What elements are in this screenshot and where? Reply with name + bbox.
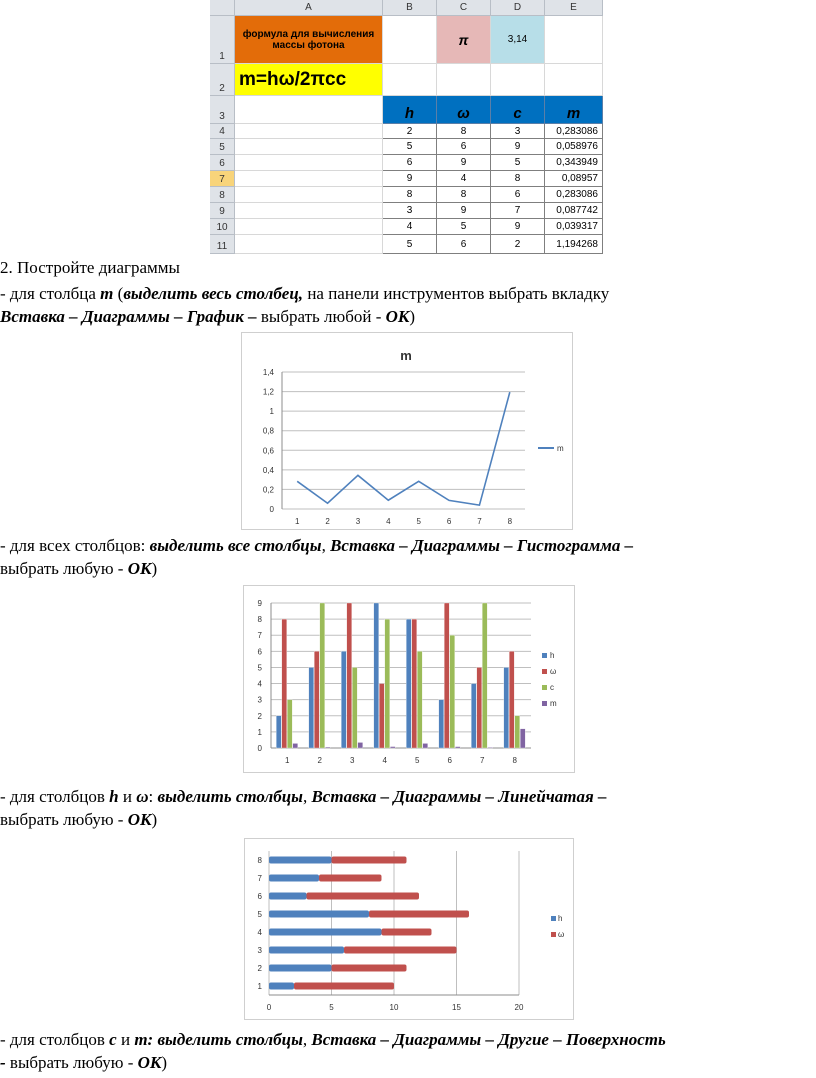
text-span: ) — [409, 307, 416, 326]
table-cell[interactable]: 9 — [383, 171, 437, 187]
table-cell[interactable]: 3 — [491, 124, 545, 139]
table-cell[interactable]: 4 — [383, 219, 437, 235]
text-span: m — [100, 284, 114, 303]
text-span: , — [302, 787, 312, 806]
text-span: - для столбца — [0, 284, 101, 303]
text-span: выбрать любой - — [256, 307, 386, 326]
bar-ω-6 — [444, 603, 449, 748]
x-tick-label: 3 — [350, 756, 355, 765]
paragraph-bar-chart-2 — [0, 809, 816, 831]
x-tick-label: 3 — [355, 517, 361, 526]
paragraph-histogram-2 — [0, 558, 816, 580]
text-span: Вставка – Диаграммы – Линейчатая – — [311, 787, 607, 806]
cell[interactable] — [235, 219, 383, 235]
bar-h-5 — [406, 619, 411, 748]
y-tick-label: 1 — [269, 407, 274, 417]
row-header-3[interactable]: 3 — [210, 96, 235, 124]
y-tick-label: 1 — [257, 727, 262, 737]
bar-h-1 — [269, 983, 294, 990]
text-span: ( — [113, 284, 124, 303]
pi-label-cell[interactable]: π — [437, 16, 491, 64]
bar-h-8 — [269, 857, 332, 864]
x-tick-label: 15 — [452, 1003, 461, 1012]
legend-label-h: h — [558, 914, 563, 923]
cell[interactable] — [437, 64, 491, 96]
y-tick-label: 7 — [257, 874, 262, 883]
y-tick-label: 3 — [257, 695, 262, 705]
paragraph-bar-chart-1 — [0, 786, 816, 808]
table-header-2[interactable]: ω — [437, 96, 491, 124]
row-header-1[interactable]: 1 — [210, 16, 235, 64]
text-span: ОК — [127, 810, 152, 829]
text-span: выбрать любую - — [0, 559, 128, 578]
y-tick-label: 8 — [257, 615, 262, 625]
bar-h-3 — [269, 947, 344, 954]
bar-c-8 — [515, 716, 520, 748]
bar-h-3 — [341, 651, 346, 748]
table-cell[interactable]: 0,087742 — [545, 203, 603, 219]
text-span: выделить весь столбец, — [123, 284, 304, 303]
bar-m-5 — [423, 743, 428, 748]
title-line-2: массы фотона — [272, 39, 345, 51]
bar-m-7 — [488, 747, 493, 748]
cell[interactable] — [235, 124, 383, 139]
legend-label-m: m — [557, 444, 564, 453]
table-cell[interactable]: 0,058976 — [545, 139, 603, 155]
bar-m-4 — [390, 747, 395, 748]
y-tick-label: 6 — [257, 892, 262, 901]
row-header-4[interactable]: 4 — [210, 124, 235, 139]
legend-label-ω: ω — [558, 930, 565, 939]
x-tick-label: 2 — [317, 756, 322, 765]
paragraph-line-chart-2 — [0, 306, 816, 328]
table-cell[interactable]: 9 — [437, 203, 491, 219]
column-header-b[interactable]: B — [383, 0, 437, 16]
cell[interactable] — [545, 16, 603, 64]
text-span: ω — [136, 787, 149, 806]
table-cell[interactable]: 7 — [491, 203, 545, 219]
x-tick-label: 8 — [512, 756, 517, 765]
x-tick-label: 5 — [415, 756, 420, 765]
x-tick-label: 8 — [507, 517, 513, 526]
text-span: выбрать любую - — [0, 810, 128, 829]
text-span: , — [321, 536, 331, 555]
text-span: ) — [151, 810, 158, 829]
row-header-9[interactable]: 9 — [210, 203, 235, 219]
bar-c-3 — [352, 667, 357, 748]
bar-h-7 — [269, 875, 319, 882]
table-cell[interactable]: 5 — [383, 235, 437, 254]
bar-ω-8 — [332, 857, 407, 864]
line-chart — [242, 333, 572, 529]
x-tick-label: 1 — [285, 756, 290, 765]
table-cell[interactable]: 8 — [437, 124, 491, 139]
text-span: т: выделить столбцы — [134, 1030, 303, 1049]
bar-m-6 — [455, 747, 460, 748]
y-tick-label: 6 — [257, 647, 262, 657]
table-cell[interactable]: 5 — [383, 139, 437, 155]
cell[interactable] — [383, 64, 437, 96]
column-header-d[interactable]: D — [491, 0, 545, 16]
x-tick-label: 0 — [266, 1003, 272, 1012]
legend-swatch-h — [551, 916, 556, 921]
y-tick-label: 3 — [257, 946, 262, 955]
legend-label-ω: ω — [550, 667, 557, 676]
bar-h-7 — [471, 684, 476, 748]
x-tick-label: 7 — [480, 756, 485, 765]
horizontal-bar-chart-frame — [244, 838, 574, 1020]
cell[interactable] — [235, 139, 383, 155]
line-chart-frame — [241, 332, 573, 530]
x-tick-label: 1 — [294, 517, 300, 526]
x-tick-label: 5 — [416, 517, 421, 526]
bar-h-6 — [439, 700, 444, 748]
bar-m-8 — [520, 729, 525, 748]
bar-c-4 — [385, 619, 390, 748]
bar-h-6 — [269, 893, 307, 900]
text-span: , — [302, 1030, 312, 1049]
select-all-corner[interactable] — [210, 0, 235, 16]
table-cell[interactable]: 2 — [383, 124, 437, 139]
y-tick-label: 9 — [257, 599, 262, 608]
legend-label-h: h — [550, 651, 555, 660]
chart-title: m — [400, 348, 412, 363]
step-2-heading: 2. Постройте диаграммы — [0, 258, 180, 277]
y-tick-label: 0,6 — [262, 446, 274, 456]
bar-ω-3 — [347, 603, 352, 748]
paragraph-line-chart-1 — [0, 283, 816, 305]
spreadsheet — [210, 0, 603, 254]
pi-value-cell[interactable]: 3,14 — [491, 16, 545, 64]
x-tick-label: 10 — [389, 1003, 399, 1012]
bar-ω-8 — [509, 651, 514, 748]
bar-ω-2 — [332, 965, 407, 972]
column-header-c[interactable]: C — [437, 0, 491, 16]
table-header-4[interactable]: m — [545, 96, 603, 124]
column-header-e[interactable]: E — [545, 0, 603, 16]
text-span: - для столбцов — [0, 787, 110, 806]
paragraph-step-2 — [0, 257, 816, 279]
legend-swatch-h — [542, 653, 547, 658]
bar-ω-1 — [294, 983, 394, 990]
y-tick-label: 0,4 — [262, 465, 274, 475]
cell[interactable] — [235, 203, 383, 219]
cell[interactable] — [235, 96, 383, 124]
cell[interactable] — [491, 64, 545, 96]
bar-ω-7 — [319, 875, 382, 882]
text-span: Вставка – Диаграммы – График – — [0, 307, 257, 326]
text-span: выделить столбцы — [157, 787, 303, 806]
legend-label-m: m — [550, 699, 557, 708]
text-span: ОК — [137, 1053, 162, 1072]
cell[interactable] — [235, 155, 383, 171]
bar-c-1 — [287, 700, 292, 748]
title-cell[interactable] — [235, 16, 383, 64]
bar-m-3 — [358, 742, 363, 748]
bar-ω-1 — [282, 619, 287, 748]
bar-ω-3 — [344, 947, 457, 954]
y-tick-label: 1 — [257, 982, 262, 991]
table-cell[interactable]: 4 — [437, 171, 491, 187]
text-span: : — [148, 787, 158, 806]
text-span: на панели инструментов выбрать вкладку — [303, 284, 610, 303]
table-cell[interactable]: 0,283086 — [545, 124, 603, 139]
x-tick-label: 5 — [329, 1003, 334, 1012]
formula-cell[interactable]: m=hω/2πcc — [235, 64, 383, 96]
bar-ω-4 — [382, 929, 432, 936]
text-span: - для всех столбцов: — [0, 536, 150, 555]
table-header-1[interactable]: h — [383, 96, 437, 124]
table-cell[interactable]: 0,343949 — [545, 155, 603, 171]
x-tick-label: 7 — [477, 517, 482, 526]
column-header-a[interactable]: A — [235, 0, 383, 16]
text-span: выбрать любую - — [5, 1053, 138, 1072]
table-cell[interactable]: 5 — [437, 219, 491, 235]
y-tick-label: 7 — [257, 631, 262, 641]
paragraph-surface-2 — [0, 1052, 816, 1074]
legend-swatch-ω — [542, 669, 547, 674]
y-tick-label: 5 — [257, 910, 262, 919]
x-tick-label: 20 — [514, 1003, 524, 1012]
row-header-7[interactable]: 7 — [210, 171, 235, 187]
text-span: ) — [161, 1053, 168, 1072]
table-cell[interactable]: 2 — [491, 235, 545, 254]
bar-c-7 — [482, 603, 487, 748]
y-tick-label: 0 — [257, 744, 262, 753]
y-tick-label: 0,8 — [262, 426, 274, 436]
bar-ω-2 — [314, 651, 319, 748]
cell[interactable] — [383, 16, 437, 64]
text-span: выделить все столбцы — [149, 536, 322, 555]
series-line-m — [297, 392, 510, 505]
row-header-11[interactable]: 11 — [210, 235, 235, 254]
table-cell[interactable]: 6 — [491, 187, 545, 203]
x-tick-label: 4 — [386, 517, 391, 526]
y-tick-label: 2 — [257, 964, 262, 973]
table-cell[interactable]: 5 — [491, 155, 545, 171]
bar-ω-5 — [369, 911, 469, 918]
paragraph-histogram-1 — [0, 535, 816, 557]
y-tick-label: 8 — [257, 856, 262, 865]
bar-h-4 — [269, 929, 382, 936]
bar-c-2 — [320, 603, 325, 748]
table-cell[interactable]: 6 — [437, 235, 491, 254]
row-header-5[interactable]: 5 — [210, 139, 235, 155]
bar-h-4 — [374, 603, 379, 748]
text-span: h — [109, 787, 119, 806]
text-span: и — [118, 787, 137, 806]
bar-c-5 — [417, 651, 422, 748]
table-cell[interactable]: 9 — [437, 155, 491, 171]
bar-m-1 — [293, 743, 298, 748]
bar-h-2 — [309, 667, 314, 748]
bar-h-5 — [269, 911, 369, 918]
y-tick-label: 2 — [257, 711, 262, 721]
cell[interactable] — [235, 187, 383, 203]
cell[interactable] — [235, 171, 383, 187]
y-tick-label: 5 — [257, 663, 262, 673]
row-header-10[interactable]: 10 — [210, 219, 235, 235]
legend-swatch-c — [542, 685, 547, 690]
table-cell[interactable]: 3 — [383, 203, 437, 219]
row-header-2[interactable]: 2 — [210, 64, 235, 96]
text-span: с — [109, 1030, 117, 1049]
bar-ω-4 — [379, 684, 384, 748]
text-span: и — [116, 1030, 135, 1049]
text-span: - — [0, 1053, 6, 1072]
bar-h-8 — [504, 667, 509, 748]
table-cell[interactable]: 9 — [491, 139, 545, 155]
y-tick-label: 4 — [257, 679, 262, 689]
bar-ω-6 — [307, 893, 420, 900]
y-tick-label: 0,2 — [262, 485, 274, 495]
table-cell[interactable]: 6 — [383, 155, 437, 171]
bar-ω-5 — [412, 619, 417, 748]
column-chart-frame — [243, 585, 575, 773]
table-cell[interactable]: 8 — [437, 187, 491, 203]
table-cell[interactable]: 0,039317 — [545, 219, 603, 235]
bar-m-2 — [325, 747, 330, 748]
bar-h-2 — [269, 965, 332, 972]
x-tick-label: 6 — [447, 756, 452, 765]
table-cell[interactable]: 0,283086 — [545, 187, 603, 203]
y-tick-label: 1,4 — [262, 368, 274, 377]
legend-swatch-ω — [551, 932, 556, 937]
title-line-1: формула для вычисления — [242, 28, 375, 40]
cell[interactable] — [235, 235, 383, 254]
text-span: - для столбцов — [0, 1030, 110, 1049]
bar-ω-7 — [477, 667, 482, 748]
table-cell[interactable]: 0,08957 — [545, 171, 603, 187]
column-chart — [244, 586, 574, 772]
table-cell[interactable]: 8 — [383, 187, 437, 203]
bar-c-6 — [450, 635, 455, 748]
horizontal-bar-chart — [245, 839, 573, 1019]
table-cell[interactable]: 1,194268 — [545, 235, 603, 254]
paragraph-surface-1 — [0, 1029, 816, 1051]
x-tick-label: 6 — [446, 517, 452, 526]
legend-label-c: c — [550, 683, 554, 692]
text-span: ОК — [385, 307, 410, 326]
y-tick-label: 1,2 — [262, 387, 274, 397]
row-header-8[interactable]: 8 — [210, 187, 235, 203]
y-tick-label: 4 — [257, 928, 262, 937]
table-header-3[interactable]: c — [491, 96, 545, 124]
row-header-6[interactable]: 6 — [210, 155, 235, 171]
bar-h-1 — [276, 716, 281, 748]
x-tick-label: 4 — [382, 756, 387, 765]
y-tick-label: 0 — [269, 505, 274, 514]
text-span: Вставка – Диаграммы – Гистограмма – — [330, 536, 634, 555]
legend-swatch-m — [542, 701, 547, 706]
table-cell[interactable]: 6 — [437, 139, 491, 155]
table-cell[interactable]: 8 — [491, 171, 545, 187]
text-span: ) — [151, 559, 158, 578]
cell[interactable] — [545, 64, 603, 96]
text-span: Вставка – Диаграммы – Другие – Поверхность — [311, 1030, 666, 1049]
table-cell[interactable]: 9 — [491, 219, 545, 235]
x-tick-label: 2 — [325, 517, 330, 526]
text-span: ОК — [127, 559, 152, 578]
